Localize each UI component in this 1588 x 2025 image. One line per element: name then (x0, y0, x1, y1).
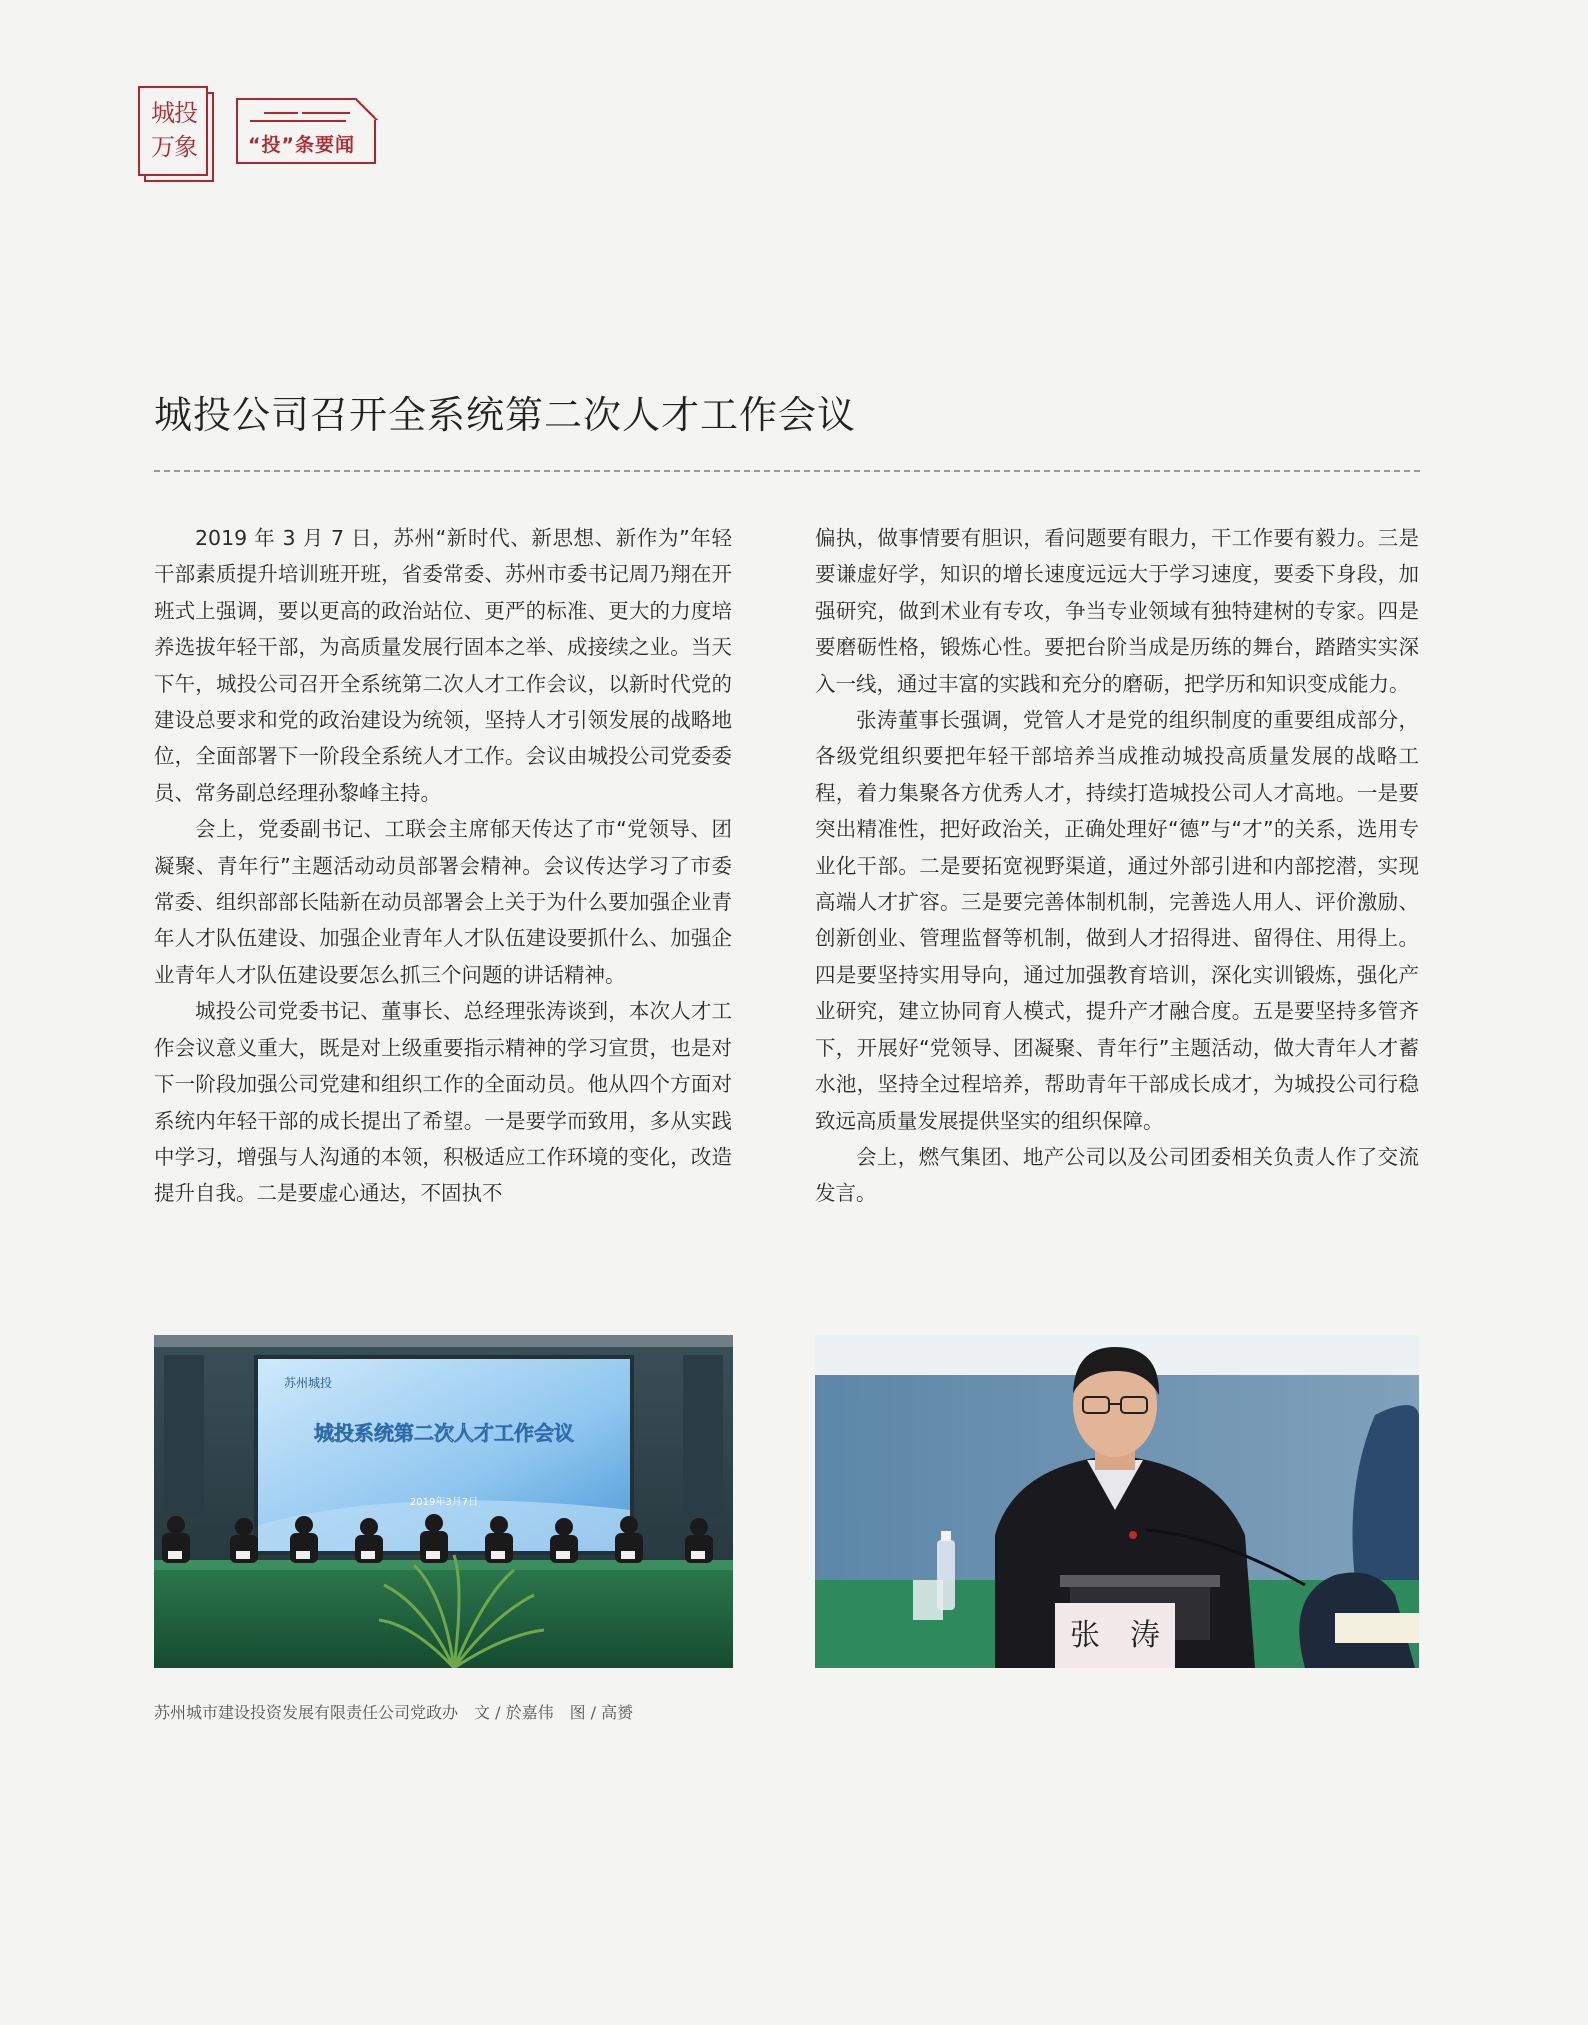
section-tag (236, 98, 378, 166)
screen-date: 2019年3月7日 (409, 1497, 479, 1508)
logo-line-1: 城投 (151, 99, 197, 127)
article-credit: 苏州城市建设投资发展有限责任公司党政办 文 / 於嘉伟 图 / 高赟 (154, 1703, 634, 1722)
logo-line-2: 万象 (151, 133, 197, 161)
paragraph: 偏执，做事情要有胆识，看问题要有眼力，干工作要有毅力。三是要谦虚好学，知识的增长速度远远大于学习速度，要委下身段，加强研究，做到术业有专攻，争当专业领域有独特建树的专家。四是要磨砺性格，锻炼心性。要把台阶当成是历练的舞台，踏踏实实深入一线，通过丰富的实践和充分的磨砺，把学历和知识变成能力。 (815, 526, 1419, 696)
paragraph: 会上，党委副书记、工联会主席郁天传达了市“党领导、团凝聚、青年行”主题活动动员部署会精神。会议传达学习了市委常委、组织部部长陆新在动员部署会上关于为什么要加强企业青年人才队伍建设、加强企业青年人才队伍建设要抓什么、加强企业青年人才队伍建设要怎么抓三个问题的讲话精神。 (154, 817, 732, 987)
paragraph: 城投公司党委书记、董事长、总经理张涛谈到，本次人才工作会议意义重大，既是对上级重要指示精神的学习宣贯，也是对下一阶段加强公司党建和组织工作的全面动员。他从四个方面对系统内年轻干部的成长提出了希望。一是要学而致用，多从实践中学习，增强与人沟通的本领，积极适应工作环境的变化，改造提升自我。二是要虚心通达，不固执不 (154, 999, 732, 1206)
folded-corner-icon (356, 98, 378, 120)
article-title: 城投公司召开全系统第二次人才工作会议 (154, 393, 857, 437)
article-column-right (815, 520, 1419, 1212)
section-label: “投”条要闻 (248, 134, 355, 156)
paragraph: 会上，燃气集团、地产公司以及公司团委相关负责人作了交流发言。 (815, 1144, 1419, 1206)
magazine-logo (138, 86, 212, 180)
conference-photo (154, 1335, 733, 1668)
screen-title: 城投系统第二次人才工作会议 (314, 1421, 574, 1445)
article-column-left (154, 520, 732, 1212)
speaker-photo (815, 1335, 1419, 1668)
paragraph: 张涛董事长强调，党管人才是党的组织制度的重要组成部分，各级党组织要把年轻干部培养当成推动城投高质量发展的战略工程，着力集聚各方优秀人才，持续打造城投公司人才高地。一是要突出精准性，把好政治关，正确处理好“德”与“才”的关系，选用专业化干部。二是要拓宽视野渠道，通过外部引进和内部挖潜，实现高端人才扩容。三是要完善体制机制，完善选人用人、评价激励、创新创业、管理监督等机制，做到人才招得进、留得住、用得上。四是要坚持实用导向，通过加强教育培训，深化实训锻炼，强化产业研究，建立协同育人模式，提升产才融合度。五是要坚持多管齐下，开展好“党领导、团凝聚、青年行”主题活动，做大青年人才蓄水池，坚持全过程培养，帮助青年干部成长成才，为城投公司行稳致远高质量发展提供坚实的组织保障。 (815, 708, 1419, 1133)
nameplate-text: 张 涛 (1070, 1618, 1160, 1653)
dashed-divider (154, 470, 1420, 472)
paragraph: 2019 年 3 月 7 日，苏州“新时代、新思想、新作为”年轻干部素质提升培训班开班，省委常委、苏州市委书记周乃翔在开班式上强调，要以更高的政治站位、更严的标准、更大的力度培养选拔年轻干部，为高质量发展行固本之举、成接续之业。当天下午，城投公司召开全系统第二次人才工作会议，以新时代党的建设总要求和党的政治建设为统领，坚持人才引领发展的战略地位，全面部署下一阶段全系统人才工作。会议由城投公司党委委员、常务副总经理孙黎峰主持。 (154, 526, 732, 805)
screen-logo: 苏州城投 (284, 1376, 333, 1390)
